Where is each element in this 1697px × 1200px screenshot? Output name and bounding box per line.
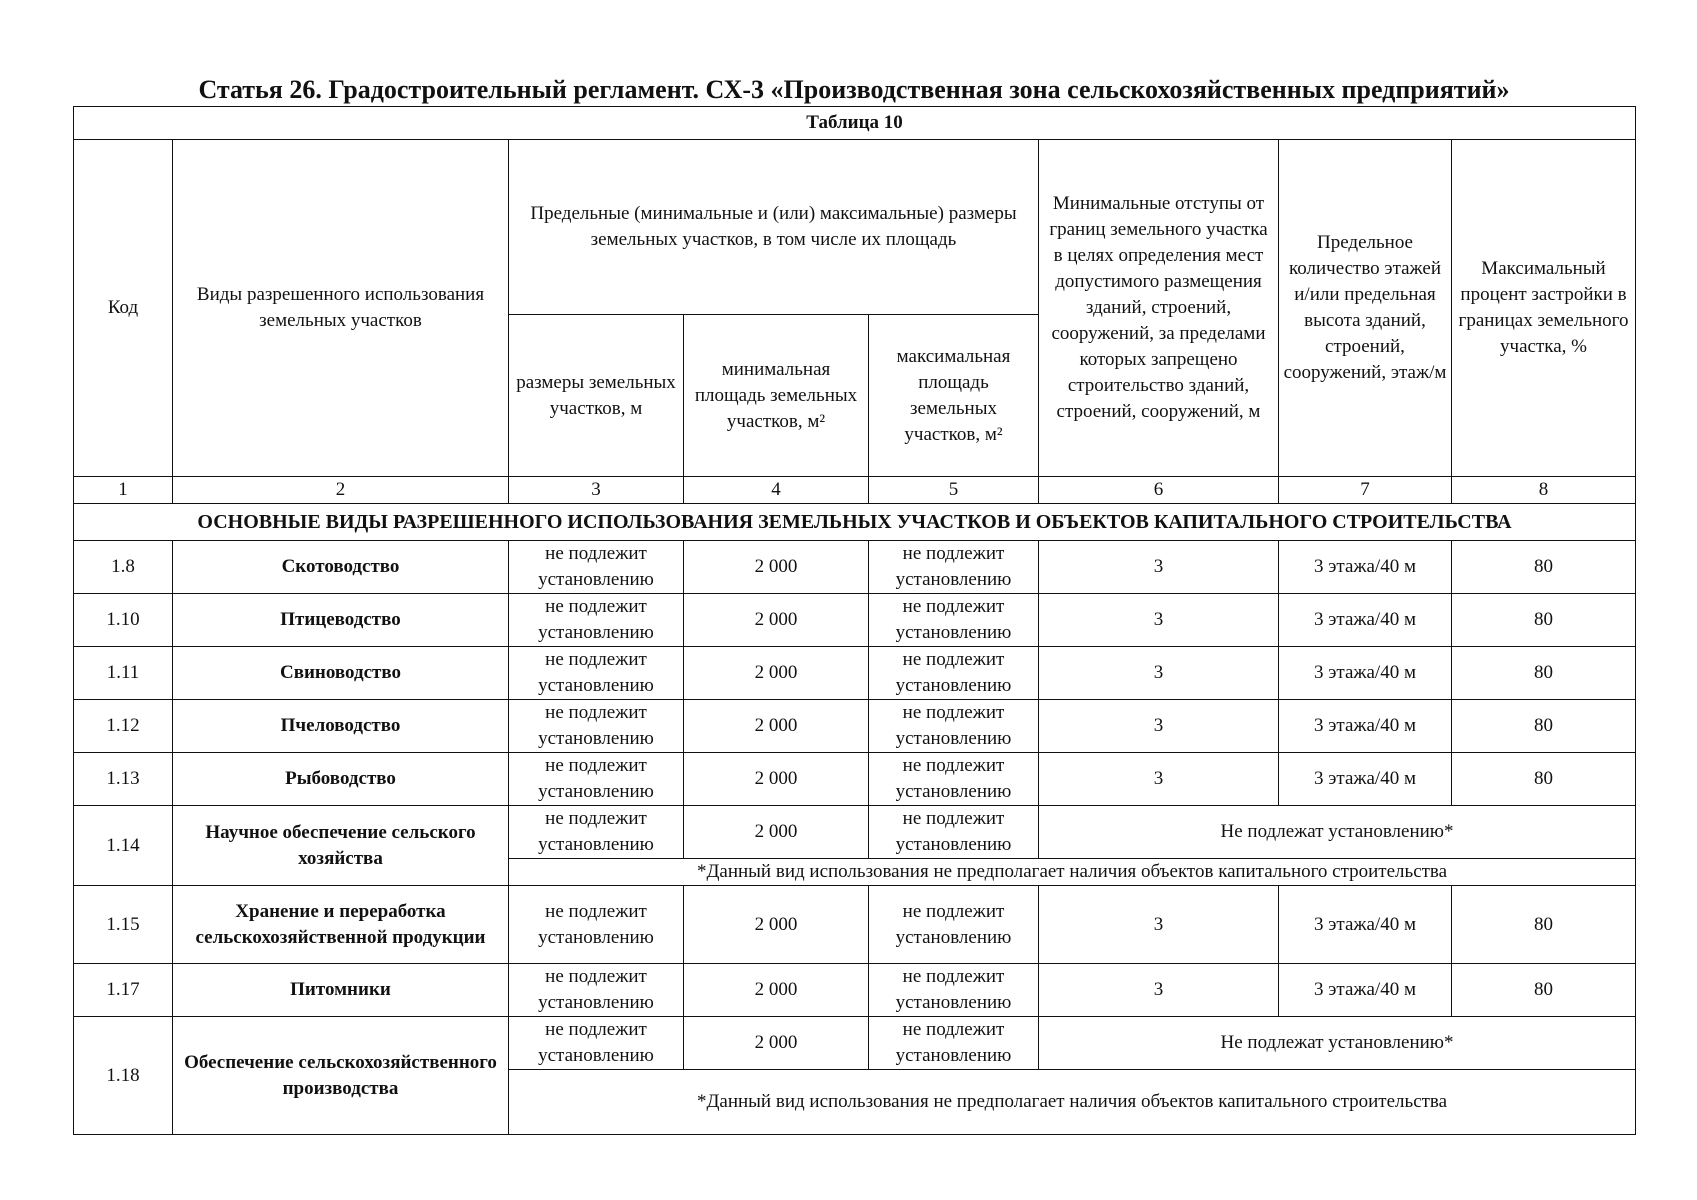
row-min-area: 2 000	[684, 647, 869, 700]
row-size: не подлежит установлению	[509, 594, 684, 647]
table-number: Таблица 10	[74, 107, 1636, 140]
row-coverage: 80	[1452, 594, 1636, 647]
row-min-area: 2 000	[684, 700, 869, 753]
row-size: не подлежит установлению	[509, 541, 684, 594]
row-floors: 3 этажа/40 м	[1279, 964, 1452, 1017]
column-number: 4	[684, 477, 869, 504]
table-row	[74, 753, 1636, 806]
header-sizes-group: Предельные (минимальные и (или) максимальные) размеры земельных участков, в том числе их площадь	[509, 140, 1039, 315]
row-floors: 3 этажа/40 м	[1279, 541, 1452, 594]
table-row	[74, 594, 1636, 647]
table-row	[74, 541, 1636, 594]
row-coverage: 80	[1452, 886, 1636, 964]
row-coverage: 80	[1452, 541, 1636, 594]
row-max-area: не подлежит установлению	[869, 886, 1039, 964]
row-code: 1.18	[74, 1017, 173, 1135]
row-code: 1.15	[74, 886, 173, 964]
column-number-row	[74, 477, 1636, 504]
row-code: 1.17	[74, 964, 173, 1017]
row-footnote: *Данный вид использования не предполагает наличия объектов капитального строительства	[509, 1070, 1636, 1135]
row-use-name: Рыбоводство	[173, 753, 509, 806]
row-max-area: не подлежит установлению	[869, 806, 1039, 859]
row-size: не подлежит установлению	[509, 647, 684, 700]
row-setback: 3	[1039, 594, 1279, 647]
header-use: Виды разрешенного использования земельных участков	[173, 140, 509, 477]
row-min-area: 2 000	[684, 886, 869, 964]
row-coverage: 80	[1452, 700, 1636, 753]
row-max-area: не подлежит установлению	[869, 964, 1039, 1017]
row-code: 1.11	[74, 647, 173, 700]
row-floors: 3 этажа/40 м	[1279, 700, 1452, 753]
row-min-area: 2 000	[684, 594, 869, 647]
row-coverage: 80	[1452, 647, 1636, 700]
row-use-name: Свиноводство	[173, 647, 509, 700]
row-max-area: не подлежит установлению	[869, 647, 1039, 700]
row-footnote: *Данный вид использования не предполагает наличия объектов капитального строительства	[509, 859, 1636, 886]
row-code: 1.8	[74, 541, 173, 594]
row-code: 1.10	[74, 594, 173, 647]
row-setback: 3	[1039, 964, 1279, 1017]
row-setback: 3	[1039, 647, 1279, 700]
row-setback: 3	[1039, 541, 1279, 594]
table-row	[74, 886, 1636, 964]
row-use-name: Обеспечение сельскохозяйственного производства	[173, 1017, 509, 1135]
row-min-area: 2 000	[684, 806, 869, 859]
row-size: не подлежит установлению	[509, 1017, 684, 1070]
row-code: 1.13	[74, 753, 173, 806]
header-size-m: размеры земельных участков, м	[509, 315, 684, 477]
row-max-area: не подлежит установлению	[869, 700, 1039, 753]
row-setback: 3	[1039, 753, 1279, 806]
column-number: 3	[509, 477, 684, 504]
row-use-name: Научное обеспечение сельского хозяйства	[173, 806, 509, 886]
header-coverage: Максимальный процент застройки в границах земельного участка, %	[1452, 140, 1636, 477]
row-use-name: Пчеловодство	[173, 700, 509, 753]
row-code: 1.12	[74, 700, 173, 753]
row-max-area: не подлежит установлению	[869, 1017, 1039, 1070]
row-size: не подлежит установлению	[509, 886, 684, 964]
row-coverage: 80	[1452, 753, 1636, 806]
row-floors: 3 этажа/40 м	[1279, 594, 1452, 647]
row-coverage: 80	[1452, 964, 1636, 1017]
row-setback: 3	[1039, 700, 1279, 753]
page-title: Статья 26. Градостроительный регламент. СХ-3 «Производственная зона сельскохозяйственных предприятий»	[198, 75, 1510, 104]
table-row	[74, 964, 1636, 1017]
row-merged-note: Не подлежат установлению*	[1039, 1017, 1636, 1070]
table-row	[74, 1017, 1636, 1070]
column-number: 7	[1279, 477, 1452, 504]
row-floors: 3 этажа/40 м	[1279, 753, 1452, 806]
column-number: 6	[1039, 477, 1279, 504]
row-use-name: Питомники	[173, 964, 509, 1017]
section-heading: ОСНОВНЫЕ ВИДЫ РАЗРЕШЕННОГО ИСПОЛЬЗОВАНИЯ ЗЕМЕЛЬНЫХ УЧАСТКОВ И ОБЪЕКТОВ КАПИТАЛЬНОГО СТРОИТЕЛЬСТВА	[74, 504, 1636, 541]
row-floors: 3 этажа/40 м	[1279, 886, 1452, 964]
row-merged-note: Не подлежат установлению*	[1039, 806, 1636, 859]
row-code: 1.14	[74, 806, 173, 886]
column-number: 2	[173, 477, 509, 504]
header-code: Код	[74, 140, 173, 477]
row-setback: 3	[1039, 886, 1279, 964]
row-max-area: не подлежит установлению	[869, 594, 1039, 647]
header-floors: Предельное количество этажей и/или предельная высота зданий, строений, сооружений, этаж/м	[1279, 140, 1452, 477]
header-max-area: максимальная площадь земельных участков, м²	[869, 315, 1039, 477]
column-number: 1	[74, 477, 173, 504]
table-row	[74, 647, 1636, 700]
row-use-name: Птицеводство	[173, 594, 509, 647]
row-size: не подлежит установлению	[509, 964, 684, 1017]
row-max-area: не подлежит установлению	[869, 753, 1039, 806]
header-setback: Минимальные отступы от границ земельного участка в целях определения мест допустимого размещения зданий, строений, сооружений, за пределами которых запрещено строительство зданий, строений, сооружений, м	[1039, 140, 1279, 477]
row-min-area: 2 000	[684, 753, 869, 806]
row-use-name: Скотоводство	[173, 541, 509, 594]
regulation-table	[73, 106, 1636, 1135]
row-max-area: не подлежит установлению	[869, 541, 1039, 594]
row-size: не подлежит установлению	[509, 753, 684, 806]
row-min-area: 2 000	[684, 541, 869, 594]
column-number: 5	[869, 477, 1039, 504]
row-use-name: Хранение и переработка сельскохозяйственной продукции	[173, 886, 509, 964]
table-row	[74, 806, 1636, 859]
header-min-area: минимальная площадь земельных участков, м²	[684, 315, 869, 477]
row-min-area: 2 000	[684, 1017, 869, 1070]
row-floors: 3 этажа/40 м	[1279, 647, 1452, 700]
column-number: 8	[1452, 477, 1636, 504]
row-size: не подлежит установлению	[509, 806, 684, 859]
row-size: не подлежит установлению	[509, 700, 684, 753]
table-row	[74, 700, 1636, 753]
row-min-area: 2 000	[684, 964, 869, 1017]
